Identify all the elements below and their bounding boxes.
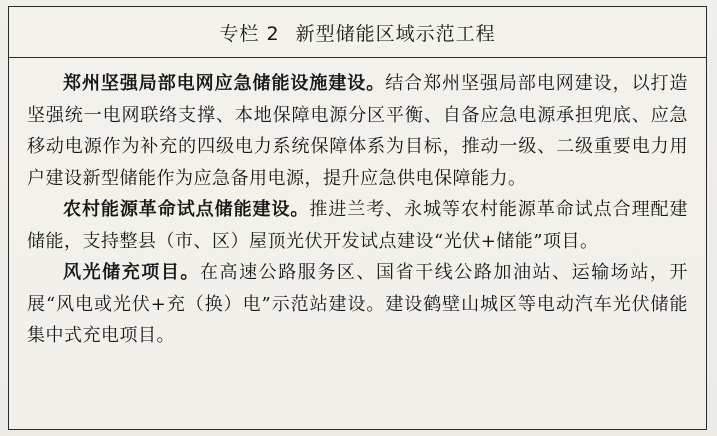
column-content xyxy=(9,58,706,352)
column-label: 专栏 2 xyxy=(219,22,280,45)
paragraph-rural xyxy=(27,194,688,257)
paragraph-body: 在高速公路服务区、国省干线公路加油站、运输场站，开展“风电或光伏+充（换）电”示范站建设。建设鹤壁山城区等电动汽车光伏储能集中式充电项目。 xyxy=(27,262,688,346)
paragraph-lead: 农村能源革命试点储能建设。 xyxy=(63,199,310,220)
paragraph-zhengzhou xyxy=(27,68,688,194)
paragraph-lead: 风光储充项目。 xyxy=(63,262,200,283)
paragraph-body: 推进兰考、永城等农村能源革命试点合理配建储能，支持整县（市、区）屋顶光伏开发试点建设“光伏+储能”项目。 xyxy=(27,199,688,252)
paragraph-lead: 郑州坚强局部电网应急储能设施建设。 xyxy=(63,73,386,94)
paragraph-body: 结合郑州坚强局部电网建设，以打造坚强统一电网联络支撑、本地保障电源分区平衡、自备应急电源承担兜底、应急移动电源作为补充的四级电力系统保障体系为目标，推动一级、二级重要电力用户建设新型储能作为应急备用电源，提升应急供电保障能力。 xyxy=(27,73,688,189)
column-header xyxy=(9,7,706,58)
paragraph-wind-solar xyxy=(27,257,688,352)
column-box xyxy=(8,6,707,430)
column-title: 新型储能区域示范工程 xyxy=(295,22,496,45)
